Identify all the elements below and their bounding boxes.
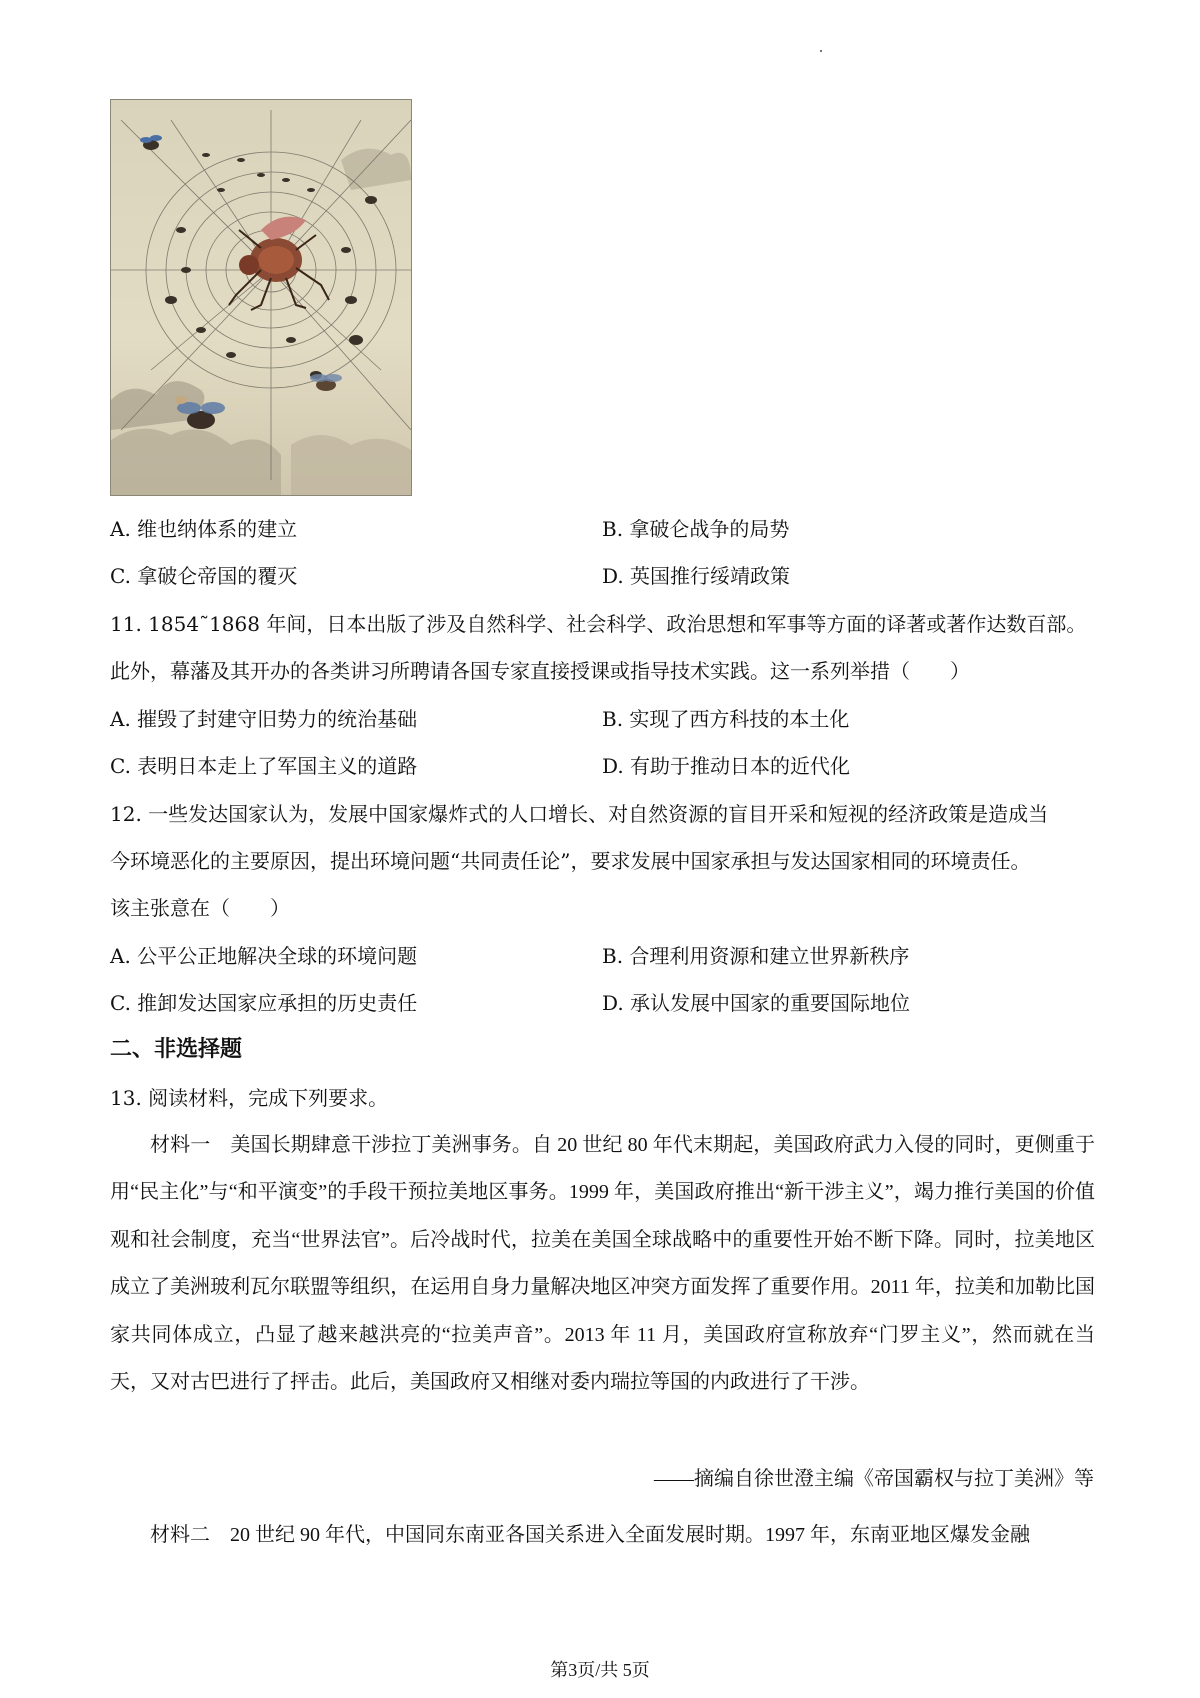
q12-option-c: C. 推卸发达国家应承担的历史责任 bbox=[110, 991, 418, 1015]
q12-option-d: D. 承认发展中国家的重要国际地位 bbox=[602, 991, 911, 1015]
q11-option-a: A. 摧毁了封建守旧势力的统治基础 bbox=[110, 707, 418, 731]
q13-material-two: 材料二 20 世纪 90 年代，中国同东南亚各国关系进入全面发展时期。1997 年，东南亚地区爆发金融 bbox=[150, 1524, 1030, 1546]
page-number-footer: 第3页/共 5页 bbox=[550, 1660, 650, 1680]
q10-option-b: B. 拿破仑战争的局势 bbox=[602, 517, 790, 541]
q11-option-d: D. 有助于推动日本的近代化 bbox=[602, 754, 851, 778]
q13-material-one: 材料一 美国长期肆意干涉拉丁美洲事务。自 20 世纪 80 年代末期起，美国政府武力入侵的同时，更侧重于用“民主化”与“和平演变”的手段干预拉美地区事务。1999 年，美国政府推出“新干涉主义”，竭力推行美国的价值观和社会制度，充当“世界法官”。后冷战时代，拉美在美国全球战略中的重要性开始不断下降。同时，拉美地区成立了美洲玻利瓦尔联盟等组织，在运用自身力量解决地区冲突方面发挥了重要作用。2011 年，拉美和加勒比国家共同体成立，凸显了越来越洪亮的“拉美声音”。2013 年 11 月，美国政府宣称放弃“门罗主义”，然而就在当天，又对古巴进行了抨击。此后，美国政府又相继对委内瑞拉等国的内政进行了干涉。 bbox=[110, 1134, 1095, 1394]
spider-web-cartoon-image bbox=[110, 99, 412, 496]
q13-stem: 13. 阅读材料，完成下列要求。 bbox=[110, 1086, 389, 1110]
q11-stem-line1: 11. 1854˜1868 年间，日本出版了涉及自然科学、社会科学、政治思想和军事等方面的译著或著作达数百部。 bbox=[110, 612, 1087, 636]
q10-option-a: A. 维也纳体系的建立 bbox=[110, 517, 298, 541]
q11-option-b: B. 实现了西方科技的本土化 bbox=[602, 707, 850, 731]
speck-mark bbox=[820, 50, 822, 52]
q10-option-c: C. 拿破仑帝国的覆灭 bbox=[110, 564, 298, 588]
q11-stem-line2: 此外，幕藩及其开办的各类讲习所聘请各国专家直接授课或指导技术实践。这一系列举措（ ） bbox=[110, 659, 970, 683]
q12-stem-line2: 今环境恶化的主要原因，提出环境问题“共同责任论”，要求发展中国家承担与发达国家相同的环境责任。 bbox=[110, 849, 1031, 873]
q11-option-c: C. 表明日本走上了军国主义的道路 bbox=[110, 754, 418, 778]
q10-option-d: D. 英国推行绥靖政策 bbox=[602, 564, 791, 588]
q12-option-a: A. 公平公正地解决全球的环境问题 bbox=[110, 944, 418, 968]
q12-stem-line3: 该主张意在（ ） bbox=[110, 896, 290, 920]
q12-stem-line1: 12. 一些发达国家认为，发展中国家爆炸式的人口增长、对自然资源的盲目开采和短视的经济政策是造成当 bbox=[110, 802, 1049, 826]
q12-option-b: B. 合理利用资源和建立世界新秩序 bbox=[602, 944, 910, 968]
section-heading: 二、非选择题 bbox=[110, 1037, 243, 1062]
q13-material-one-source: ——摘编自徐世澄主编《帝国霸权与拉丁美洲》等 bbox=[654, 1468, 1094, 1490]
